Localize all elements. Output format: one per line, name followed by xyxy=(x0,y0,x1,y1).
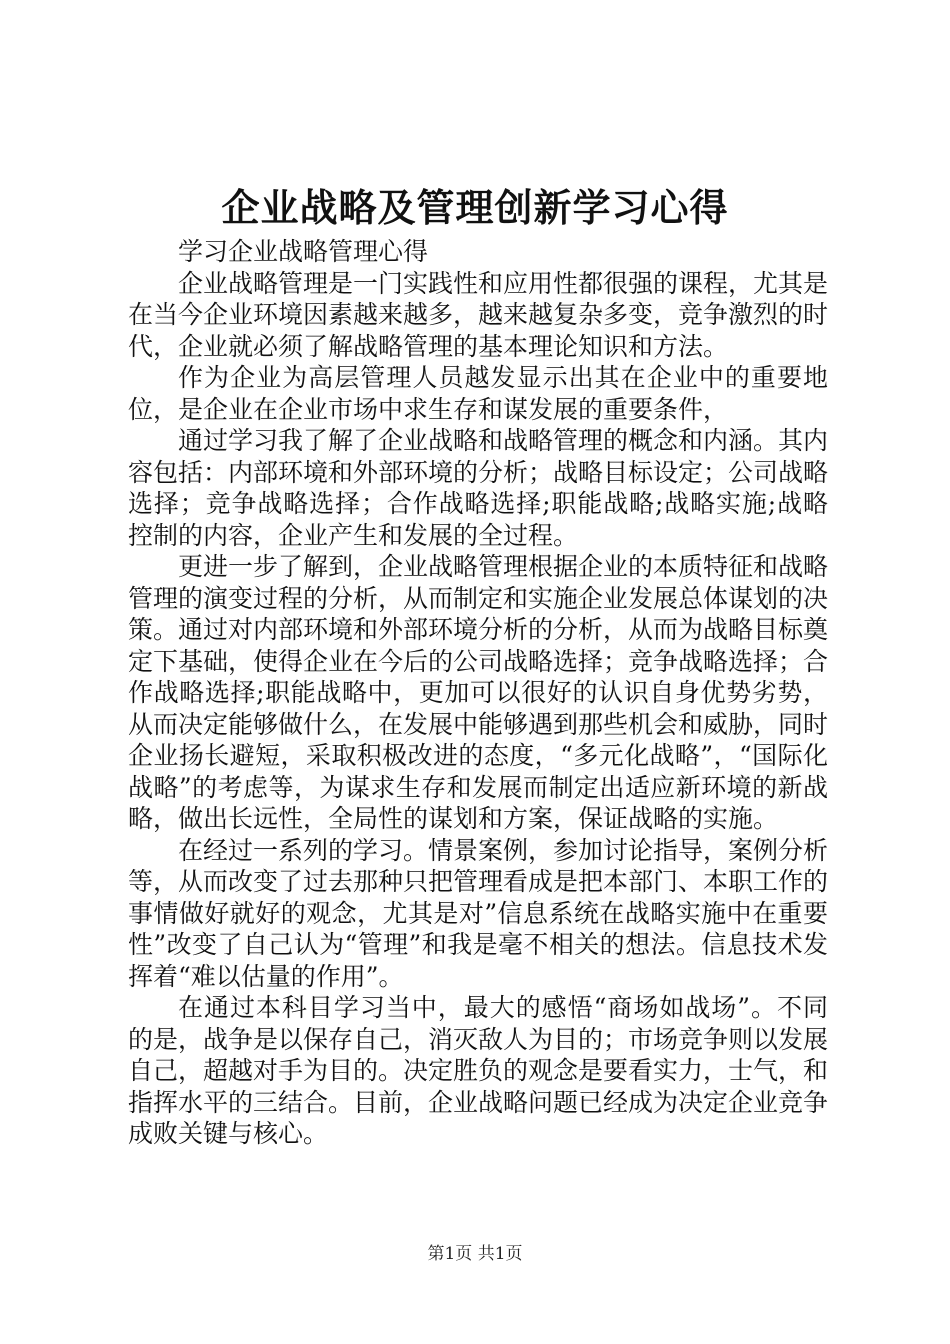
paragraph: 在通过本科目学习当中，最大的感悟“商场如战场”。不同的是，战争是以保存自己，消灭敌人为目的；市场竞争则以发展自己，超越对手为目的。决定胜负的观念是要看实力，士气，和指挥水平的三结合。目前，企业战略问题已经成为决定企业竞争成败关键与核心。 xyxy=(128,993,829,1148)
paragraph: 企业战略管理是一门实践性和应用性都很强的课程，尤其是在当今企业环境因素越来越多，越来越复杂多变，竞争激烈的时代，企业就必须了解战略管理的基本理论知识和方法。 xyxy=(128,268,829,361)
document-body xyxy=(128,236,828,1150)
paragraph-subtitle: 学习企业战略管理心得 xyxy=(178,237,429,266)
document-title: 企业战略及管理创新学习心得 xyxy=(221,185,729,230)
paragraph: 更进一步了解到，企业战略管理根据企业的本质特征和战略管理的演变过程的分析，从而制定和实施企业发展总体谋划的决策。通过对内部环境和外部环境分析的分析，从而为战略目标奠定下基础，使得企业在今后的公司战略选择；竞争战略选择；合作战略选择;职能战略中，更加可以很好的认识自身优势劣势，从而决定能够做什么，在发展中能够遇到那些机会和威胁，同时企业扬长避短，采取积极改进的态度，“多元化战略”，“国际化战略”的考虑等，为谋求生存和发展而制定出适应新环境的新战略，做出长远性，全局性的谋划和方案，保证战略的实施。 xyxy=(128,552,829,833)
page-number-footer: 第1页 共1页 xyxy=(427,1244,523,1264)
paragraph: 通过学习我了解了企业战略和战略管理的概念和内涵。其内容包括：内部环境和外部环境的分析；战略目标设定；公司战略选择；竞争战略选择；合作战略选择;职能战略;战略实施;战略控制的内容，企业产生和发展的全过程。 xyxy=(128,426,829,550)
paragraph: 作为企业为高层管理人员越发显示出其在企业中的重要地位，是企业在企业市场中求生存和谋发展的重要条件， xyxy=(128,363,828,424)
paragraph: 在经过一系列的学习。情景案例，参加讨论指导，案例分析等，从而改变了过去那种只把管理看成是把本部门、本职工作的事情做好就好的观念，尤其是对”信息系统在战略实施中在重要性”改变了自己认为“管理”和我是毫不相关的想法。信息技术发挥着“难以估量的作用”。 xyxy=(128,835,829,991)
